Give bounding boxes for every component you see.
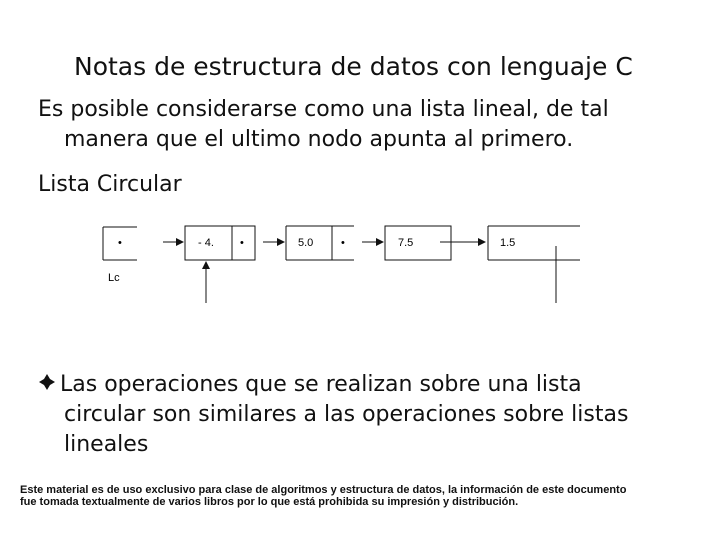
intro-line-1: Es posible considerarse como una lista lineal, de tal — [38, 97, 609, 122]
intro-line-2: manera que el ultimo nodo apunta al primero. — [64, 127, 574, 152]
operations-bullet — [38, 370, 678, 460]
head-pointer-cell — [103, 227, 137, 260]
node-2-value: 5.0 — [298, 237, 314, 249]
slide-title: Notas de estructura de datos con lenguaje C — [74, 52, 633, 81]
section-label: Lista Circular — [38, 172, 182, 197]
node-4-value: 1.5 — [500, 237, 516, 249]
node-1-value: - 4. — [198, 237, 214, 249]
node-4 — [488, 226, 580, 260]
diamond-bullet-icon — [38, 370, 60, 400]
node-2 — [286, 226, 354, 260]
bullet-line-3: lineales — [64, 432, 149, 457]
node-1 — [185, 226, 255, 260]
node-2-pointer-dot: • — [341, 237, 345, 249]
node-3 — [385, 226, 451, 260]
footer-line-1: Este material es de uso exclusivo para clase de algoritmos y estructura de datos, la información de este documento — [20, 484, 627, 496]
footer-line-2: fue tomada textualmente de varios libros por lo que está prohibida su impresión y distribución. — [20, 496, 519, 508]
node-1-pointer-dot: • — [240, 237, 244, 249]
bullet-line-1: Las operaciones que se realizan sobre una lista — [60, 372, 582, 397]
head-pointer-dot: • — [118, 237, 122, 249]
bullet-line-2: circular son similares a las operaciones sobre listas — [64, 402, 629, 427]
footer-disclaimer — [20, 484, 710, 508]
head-pointer-label: Lc — [108, 272, 120, 284]
node-3-value: 7.5 — [398, 237, 414, 249]
